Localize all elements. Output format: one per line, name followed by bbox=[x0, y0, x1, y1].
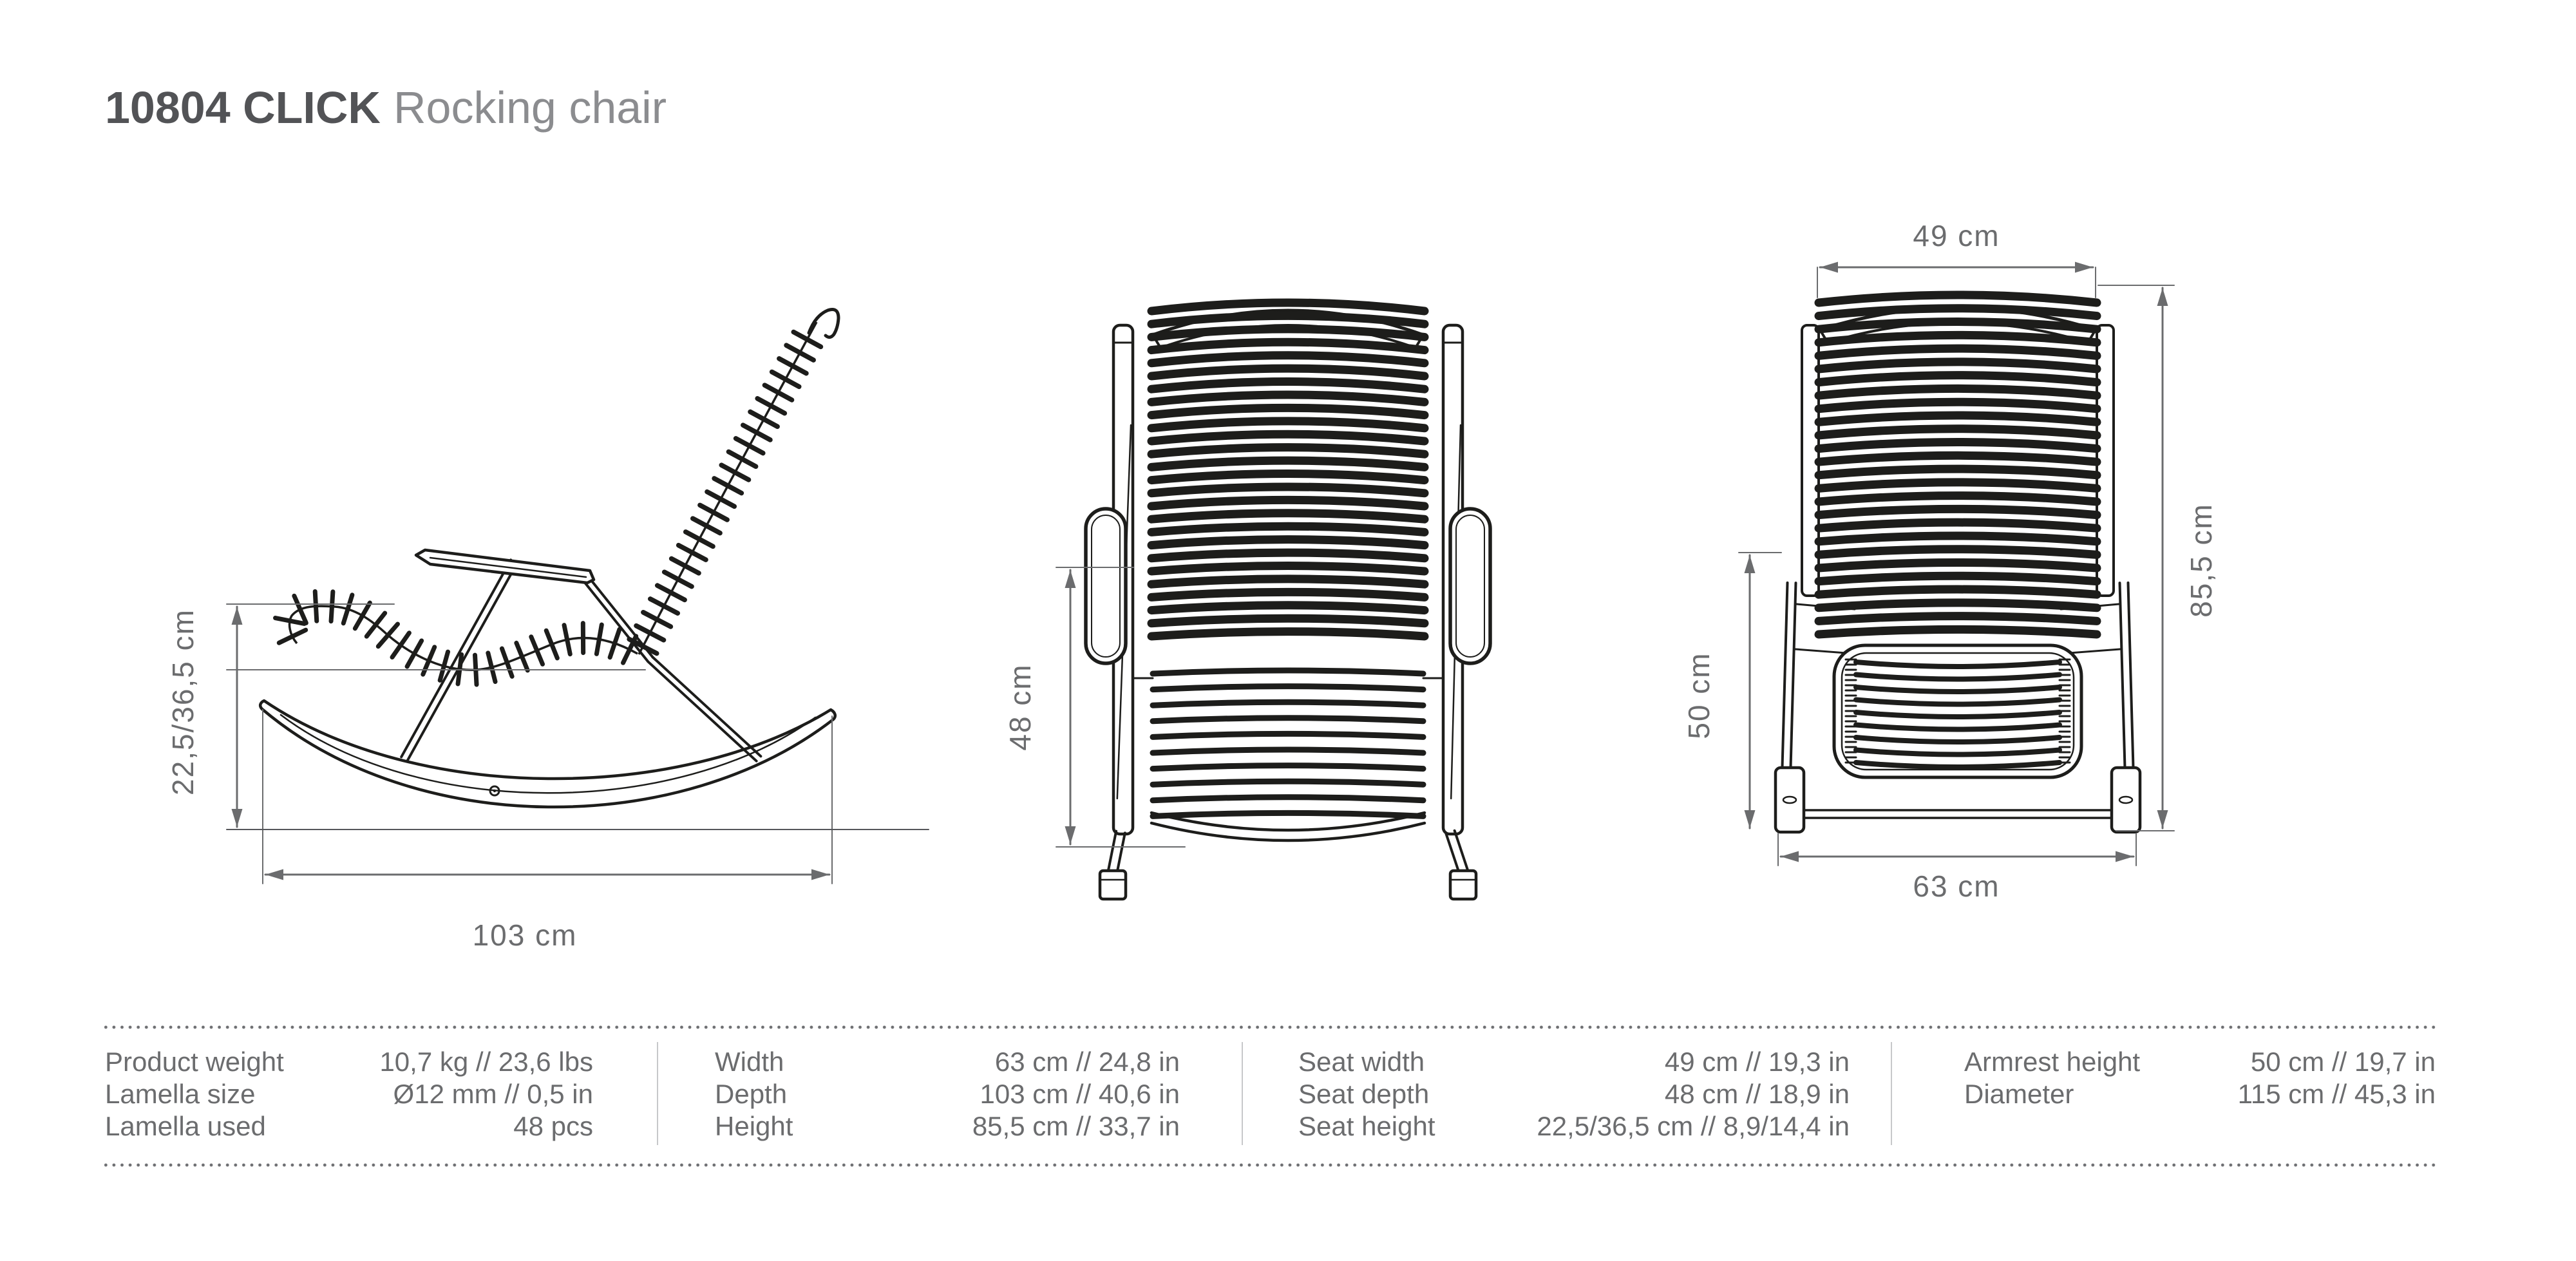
spec-value: 63 cm // 24,8 in bbox=[994, 1047, 1180, 1077]
product-variant: Rocking chair bbox=[393, 82, 667, 133]
spec-value: 10,7 kg // 23,6 lbs bbox=[379, 1047, 593, 1077]
spec-row bbox=[1298, 1046, 1850, 1078]
front-view-drawing bbox=[1086, 303, 1490, 899]
spec-row bbox=[105, 1110, 593, 1142]
spec-value: 48 cm // 18,9 in bbox=[1664, 1079, 1850, 1109]
spec-label: Seat width bbox=[1298, 1047, 1425, 1077]
dim-label-width: 63 cm bbox=[1913, 869, 2000, 903]
spec-row bbox=[1964, 1078, 2436, 1110]
dim-label-seat-depth: 48 cm bbox=[1003, 663, 1037, 751]
back-view-drawing bbox=[1776, 295, 2140, 832]
dim-label-seat-height: 22,5/36,5 cm bbox=[166, 609, 200, 795]
column-divider bbox=[657, 1042, 658, 1145]
spec-value: 103 cm // 40,6 in bbox=[980, 1079, 1180, 1109]
spec-label: Depth bbox=[715, 1079, 788, 1109]
dotted-separator-top bbox=[102, 1025, 2436, 1029]
dim-label-depth: 103 cm bbox=[472, 918, 578, 952]
spec-value: 48 pcs bbox=[513, 1111, 593, 1141]
spec-row bbox=[715, 1110, 1180, 1142]
spec-row bbox=[1298, 1110, 1850, 1142]
dim-label-seat-width: 49 cm bbox=[1913, 219, 2000, 252]
spec-column-seat bbox=[1298, 1046, 1850, 1142]
spec-label: Lamella size bbox=[105, 1079, 256, 1109]
spec-column-overall bbox=[715, 1046, 1180, 1142]
spec-value: 85,5 cm // 33,7 in bbox=[972, 1111, 1180, 1141]
spec-label: Product weight bbox=[105, 1047, 284, 1077]
side-view-drawing bbox=[260, 310, 838, 808]
spec-row bbox=[1298, 1078, 1850, 1110]
spec-label: Seat depth bbox=[1298, 1079, 1430, 1109]
column-divider bbox=[1242, 1042, 1243, 1145]
spec-label: Seat height bbox=[1298, 1111, 1435, 1141]
spec-row bbox=[105, 1078, 593, 1110]
spec-label: Height bbox=[715, 1111, 793, 1141]
spec-value: 22,5/36,5 cm // 8,9/14,4 in bbox=[1537, 1111, 1850, 1141]
column-divider bbox=[1891, 1042, 1892, 1145]
spec-row bbox=[715, 1078, 1180, 1110]
spec-row bbox=[105, 1046, 593, 1078]
dotted-separator-bottom bbox=[102, 1163, 2436, 1167]
dim-label-height: 85,5 cm bbox=[2184, 503, 2218, 618]
spec-label: Diameter bbox=[1964, 1079, 2074, 1109]
spec-column-general bbox=[105, 1046, 593, 1142]
spec-value: 50 cm // 19,7 in bbox=[2250, 1047, 2436, 1077]
spec-column-misc bbox=[1964, 1046, 2436, 1110]
spec-label: Armrest height bbox=[1964, 1047, 2141, 1077]
spec-label: Lamella used bbox=[105, 1111, 266, 1141]
spec-value: Ø12 mm // 0,5 in bbox=[393, 1079, 593, 1109]
spec-value: 49 cm // 19,3 in bbox=[1664, 1047, 1850, 1077]
product-model: 10804 CLICK bbox=[105, 82, 381, 133]
dim-label-armrest-height: 50 cm bbox=[1682, 652, 1716, 739]
spec-row bbox=[1964, 1046, 2436, 1078]
spec-value: 115 cm // 45,3 in bbox=[2237, 1079, 2436, 1109]
spec-label: Width bbox=[715, 1047, 784, 1077]
spec-row bbox=[715, 1046, 1180, 1078]
